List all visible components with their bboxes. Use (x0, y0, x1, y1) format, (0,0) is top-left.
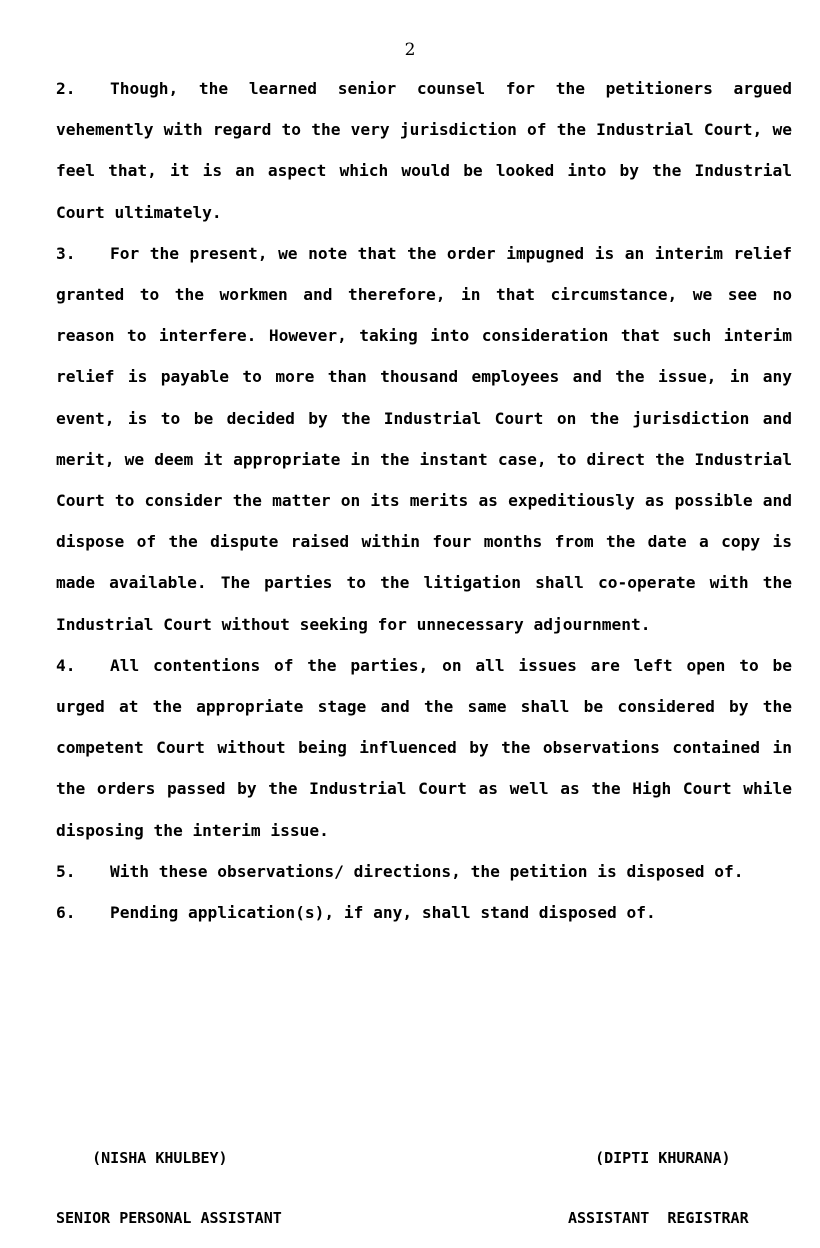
paragraph-number: 3. (56, 243, 76, 263)
signature-block-left (56, 1108, 282, 1248)
paragraph-2 (56, 68, 792, 233)
paragraph-4 (56, 645, 792, 851)
page-number: 2 (404, 40, 416, 60)
paragraph-number: 5. (56, 861, 76, 881)
signatory-name: (NISHA KHULBEY) (56, 1149, 228, 1167)
paragraph-number: 6. (56, 903, 76, 923)
signatory-title: SENIOR PERSONAL ASSISTANT (56, 1209, 282, 1227)
paragraph-5 (56, 851, 792, 892)
order-body (56, 68, 792, 933)
signatory-name: (DIPTI KHURANA) (568, 1149, 731, 1167)
paragraph-number: 4. (56, 655, 76, 675)
signature-block-right (568, 1108, 749, 1248)
paragraph-text: Pending application(s), if any, shall stand disposed of. (110, 903, 656, 923)
paragraph-3 (56, 233, 792, 645)
signatory-title: ASSISTANT REGISTRAR (568, 1209, 749, 1227)
paragraph-text: Though, the learned senior counsel for the petitioners argued vehemently with regard to the very jurisdiction of the Industrial Court, we feel that, it is an aspect which would be looked into by the Industrial Court ultimately. (56, 79, 792, 222)
paragraph-text: For the present, we note that the order impugned is an interim relief granted to the workmen and therefore, in that circumstance, we see no reason to interfere. However, taking into consideration that such interim relief is payable to more than thousand employees and the issue, in any event, is to be decided by the Industrial Court on the jurisdiction and merit, we deem it appropriate in the instant case, to direct the Industrial Court to consider the matter on its merits as expeditiously as possible and dispose of the dispute raised within four months from the date a copy is made available. The parties to the litigation shall co-operate with the Industrial Court without seeking for unnecessary adjournment. (56, 243, 792, 634)
paragraph-number: 2. (56, 79, 76, 98)
paragraph-text: With these observations/ directions, the petition is disposed of. (110, 861, 744, 881)
paragraph-text: All contentions of the parties, on all issues are left open to be urged at the appropriate stage and the same shall be considered by the competent Court without being influenced by the observations contained in the orders passed by the Industrial Court as well as the High Court while disposing the interim issue. (56, 655, 792, 840)
paragraph-6 (56, 892, 792, 933)
